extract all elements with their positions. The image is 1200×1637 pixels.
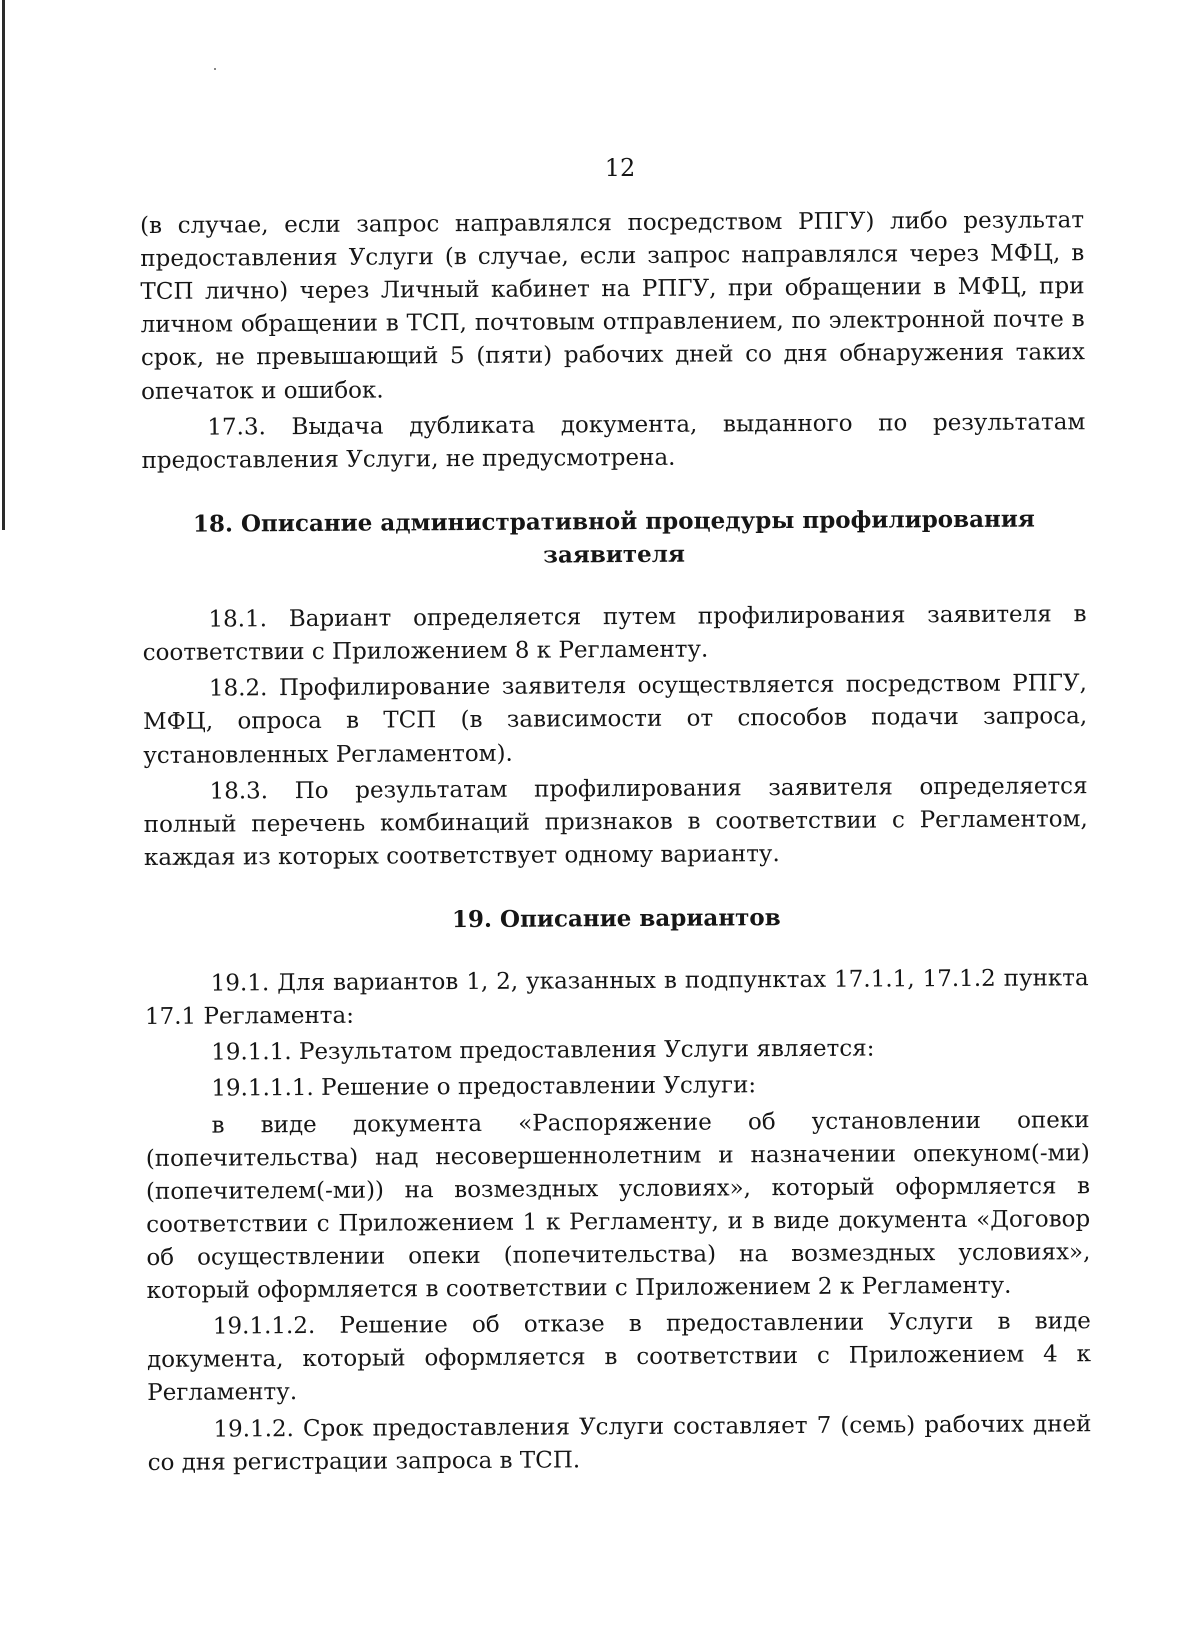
paragraph-19-1: 19.1. Для вариантов 1, 2, указанных в подпунктах 17.1.1, 17.1.2 пункта 17.1 Регламента: (144, 965, 1089, 1031)
paragraph-18-3: 18.3. По результатам профилирования заявителя определяется полный перечень комбинаций признаков в соответствии с Регламентом, каждая из которых соответствует одному варианту. (143, 772, 1088, 871)
scan-speck (214, 68, 216, 70)
paragraph-18-1: 18.1. Вариант определяется путем профилирования заявителя в соответствии с Приложением 8 к Регламенту. (142, 601, 1087, 667)
paragraph-19-1-2: 19.1.2. Срок предоставления Услуги составляет 7 (семь) рабочих дней со дня регистрации запроса в ТСП. (147, 1410, 1092, 1476)
section-heading-19: 19. Описание вариантов (451, 904, 781, 934)
page-number: 12 (604, 154, 636, 182)
section-heading-18: 18. Описание административной процедуры профилирования заявителя (192, 505, 1035, 569)
paragraph-19-1-1: 19.1.1. Результатом предоставления Услуги является: (211, 1035, 875, 1066)
paragraph-17-3: 17.3. Выдача дубликата документа, выданного по результатам предоставления Услуги, не предусмотрена. (141, 408, 1086, 474)
paragraph-19-1-1-2: 19.1.1.2. Решение об отказе в предоставлении Услуги в виде документа, который оформляется в соответствии с Приложением 4 к Регламенту. (146, 1308, 1092, 1407)
paragraph-19-1-1-1-body: в виде документа «Распоряжение об установлении опеки (попечительства) над несовершеннолетним и назначении опекуном(-ми) (попечителем(-ми)) на возмездных условиях», который оформляется в соответствии с Приложением 1 к Регламенту, и в виде документа «Договор об осуществлении опеки (попечительства) на возмездных условиях», который оформляется в соответствии с Приложением 2 к Регламенту. (145, 1106, 1091, 1305)
paragraph-19-1-1-1: 19.1.1.1. Решение о предоставлении Услуги: (211, 1072, 757, 1102)
paragraph-18-2: 18.2. Профилирование заявителя осуществляется посредством РПГУ, МФЦ, опроса в ТСП (в зависимости от способов подачи запроса, установленных Регламентом). (143, 670, 1088, 769)
document-body (140, 204, 1092, 1482)
scan-edge-line (2, 0, 5, 530)
paragraph-continuation: (в случае, если запрос направлялся посредством РПГУ) либо результат предоставления Услуги (в случае, если запрос направлялся через МФЦ, в ТСП лично) через Личный кабинет на РПГУ, при обращении в МФЦ, при личном обращении в ТСП, почтовым отправлением, по электронной почте в срок, не превышающий 5 (пяти) рабочих дней со дня обнаружения таких опечаток и ошибок. (140, 207, 1085, 405)
